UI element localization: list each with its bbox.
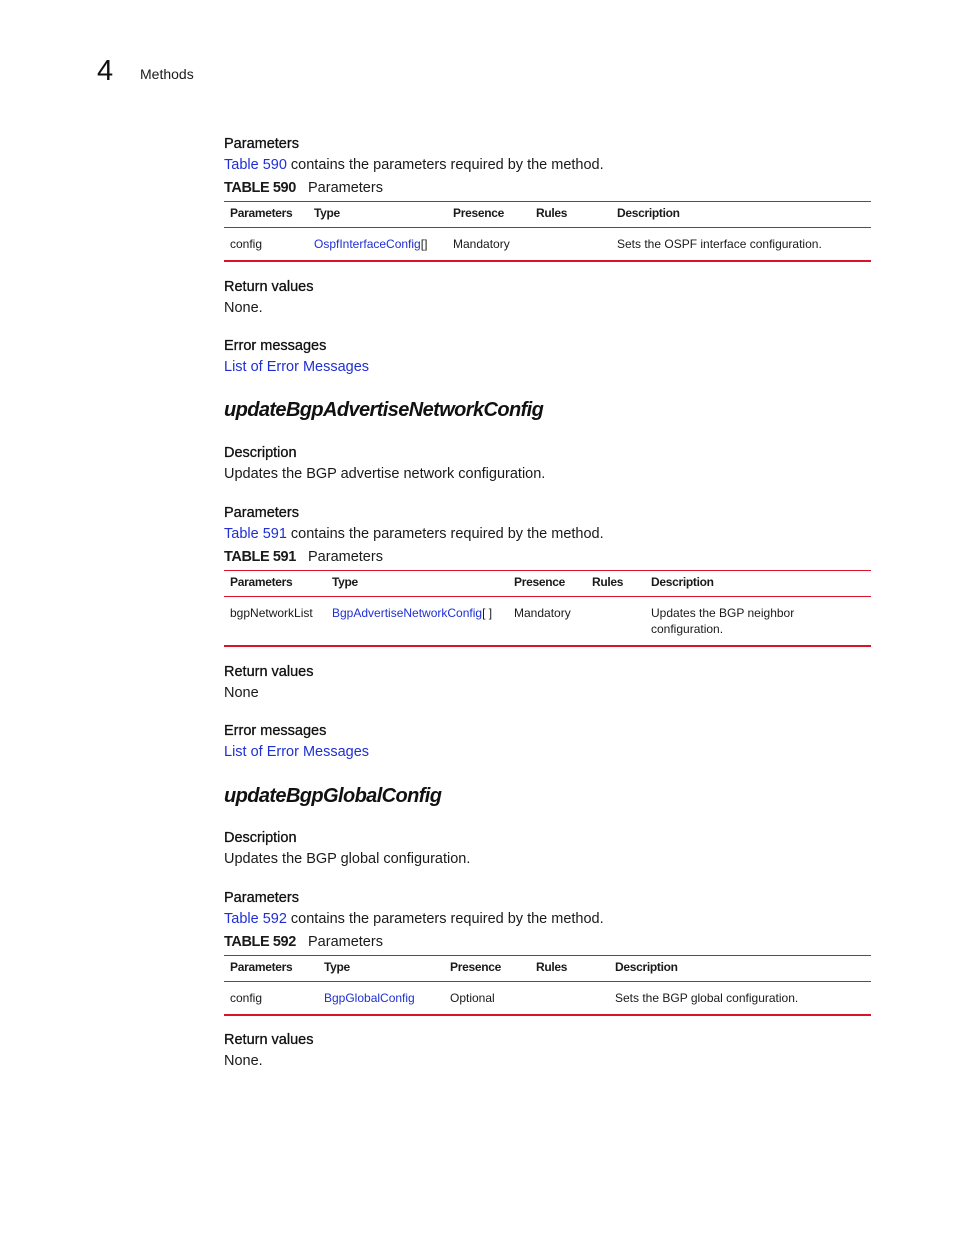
- block1-parameters-section: [224, 135, 871, 262]
- type-link[interactable]: OspfInterfaceConfig: [314, 237, 421, 251]
- parameters-table: [224, 955, 871, 1016]
- parameters-heading: Parameters: [224, 890, 299, 906]
- param-presence: Mandatory: [447, 228, 530, 262]
- parameters-heading: Parameters: [224, 136, 299, 152]
- col-presence: Presence: [444, 956, 530, 982]
- col-type: Type: [326, 571, 508, 597]
- description-text: Updates the BGP advertise network configuration.: [224, 466, 546, 482]
- parameters-heading: Parameters: [224, 505, 299, 521]
- table-row: [224, 228, 871, 262]
- param-description: Sets the OSPF interface configuration.: [611, 228, 871, 262]
- col-rules: Rules: [586, 571, 645, 597]
- col-description: Description: [645, 571, 871, 597]
- method2-description: [224, 829, 871, 869]
- param-name: bgpNetworkList: [224, 597, 326, 647]
- description-heading: Description: [224, 830, 297, 846]
- block1-return-values: [224, 278, 871, 318]
- block1-error-messages: [224, 337, 871, 377]
- return-values-heading: Return values: [224, 664, 314, 680]
- error-messages-heading: Error messages: [224, 338, 327, 354]
- param-description: Sets the BGP global configuration.: [609, 982, 871, 1016]
- param-presence: Optional: [444, 982, 530, 1016]
- description-text: Updates the BGP global configuration.: [224, 851, 471, 867]
- col-parameters: Parameters: [224, 571, 326, 597]
- table-number: TABLE 592: [224, 934, 296, 950]
- col-presence: Presence: [447, 202, 530, 228]
- table-caption: TABLE 591 Parameters: [224, 549, 383, 565]
- return-values-heading: Return values: [224, 1032, 314, 1048]
- parameters-intro: Table 592 contains the parameters required by the method.: [224, 911, 604, 927]
- return-value-text: None.: [224, 300, 263, 316]
- return-value-text: None.: [224, 1053, 263, 1069]
- param-rules: [586, 597, 645, 647]
- method2-title-section: [224, 784, 871, 808]
- param-description: Updates the BGP neighbor configuration.: [645, 597, 871, 647]
- table-ref-link[interactable]: Table 592: [224, 911, 287, 927]
- col-rules: Rules: [530, 956, 609, 982]
- parameters-intro: Table 590 contains the parameters required by the method.: [224, 157, 604, 173]
- param-type: OspfInterfaceConfig[]: [308, 228, 447, 262]
- method1-description: [224, 444, 871, 484]
- table-header-row: [224, 571, 871, 597]
- col-presence: Presence: [508, 571, 586, 597]
- parameters-table: [224, 570, 871, 647]
- table-row: [224, 597, 871, 647]
- table-caption: TABLE 592 Parameters: [224, 934, 383, 950]
- param-name: config: [224, 982, 318, 1016]
- return-values-heading: Return values: [224, 279, 314, 295]
- table-header-row: [224, 202, 871, 228]
- table-number: TABLE 591: [224, 549, 296, 565]
- parameters-table: [224, 201, 871, 262]
- table-ref-link[interactable]: Table 591: [224, 526, 287, 542]
- return-value-text: None: [224, 685, 259, 701]
- type-link[interactable]: BgpAdvertiseNetworkConfig: [332, 606, 483, 620]
- param-type: [318, 982, 444, 1016]
- table-header-row: [224, 956, 871, 982]
- method1-title-section: [224, 398, 871, 422]
- param-rules: [530, 982, 609, 1016]
- method1-parameters-section: [224, 504, 871, 647]
- table-number: TABLE 590: [224, 180, 296, 196]
- type-link[interactable]: BgpGlobalConfig: [324, 991, 415, 1005]
- method1-return-values: [224, 663, 871, 703]
- method-title: updateBgpGlobalConfig: [224, 785, 442, 807]
- description-heading: Description: [224, 445, 297, 461]
- error-messages-heading: Error messages: [224, 723, 327, 739]
- param-name: config: [224, 228, 308, 262]
- method1-error-messages: [224, 722, 871, 762]
- col-type: Type: [308, 202, 447, 228]
- col-rules: Rules: [530, 202, 611, 228]
- table-row: [224, 982, 871, 1016]
- col-description: Description: [609, 956, 871, 982]
- param-presence: Mandatory: [508, 597, 586, 647]
- parameters-intro: Table 591 contains the parameters required by the method.: [224, 526, 604, 542]
- col-parameters: Parameters: [224, 202, 308, 228]
- table-ref-link[interactable]: Table 590: [224, 157, 287, 173]
- method-title: updateBgpAdvertiseNetworkConfig: [224, 399, 544, 421]
- method2-return-values: [224, 1031, 871, 1071]
- param-rules: [530, 228, 611, 262]
- param-type: BgpAdvertiseNetworkConfig[ ]: [326, 597, 508, 647]
- error-messages-link[interactable]: List of Error Messages: [224, 359, 370, 375]
- chapter-name: Methods: [140, 66, 194, 82]
- col-parameters: Parameters: [224, 956, 318, 982]
- error-messages-link[interactable]: List of Error Messages: [224, 744, 370, 760]
- col-description: Description: [611, 202, 871, 228]
- col-type: Type: [318, 956, 444, 982]
- chapter-number: 4: [97, 55, 114, 87]
- method2-parameters-section: [224, 889, 871, 1016]
- table-caption: TABLE 590 Parameters: [224, 180, 383, 196]
